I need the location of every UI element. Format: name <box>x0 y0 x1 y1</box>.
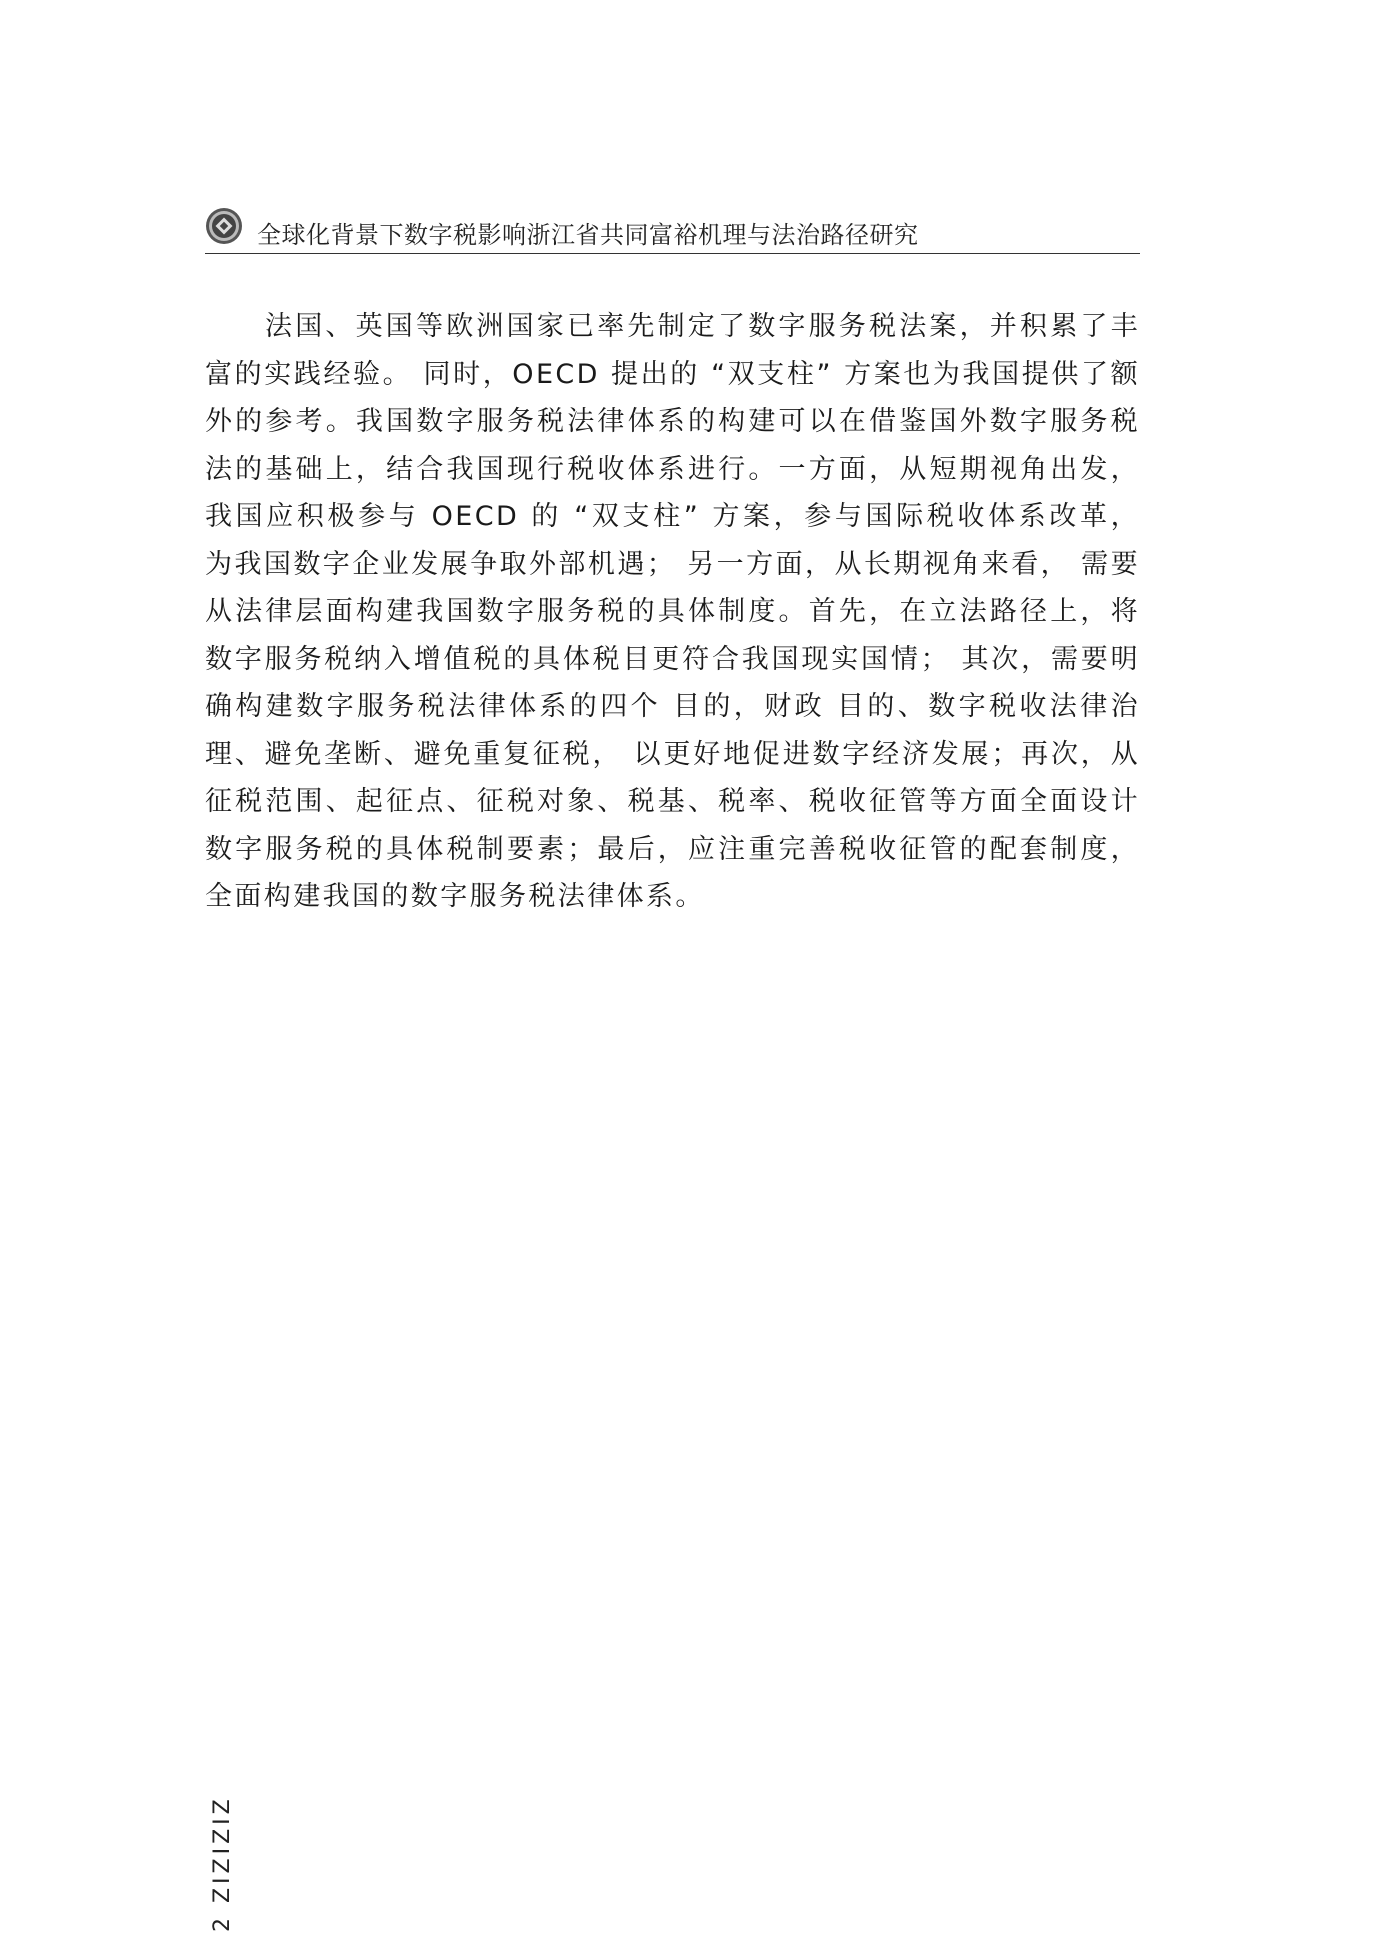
body-paragraph: 法国、英国等欧洲国家已率先制定了数字服务税法案，并积累了丰富的实践经验。 同时，OECD 提出的 “双支柱” 方案也为我国提供了额外的参考。我国数字服务税法律体系的构建可以在借鉴国外数字服务税法的基础上，结合我国现行税收体系进行。一方面，从短期视角出发，我国应积极参与 OECD 的 “双支柱” 方案，参与国际税收体系改革， 为我国数字企业发展争取外部机遇； 另一方面，从长期视角来看， 需要从法律层面构建我国数字服务税的具体制度。首先，在立法路径上，将数字服务税纳入增值税的具体税目更符合我国现实国情； 其次，需要明确构建数字服务税法律体系的四个 目的，财政 目的、数字税收法律治理、避免垄断、避免重复征税， 以更好地促进数字经济发展；再次，从征税范围、起征点、征税对象、税基、税率、税收征管等方面全面设计数字服务税的具体税制要素；最后，应注重完善税收征管的配套制度，全面构建我国的数字服务税法律体系。 <box>205 311 1140 912</box>
running-header-title: 全球化背景下数字税影响浙江省共同富裕机理与法治路径研究 <box>257 221 919 249</box>
page-folio: 2 ZIZIZIZ <box>210 1795 235 1932</box>
running-header <box>205 205 1140 254</box>
coin-emblem-icon <box>205 207 243 245</box>
